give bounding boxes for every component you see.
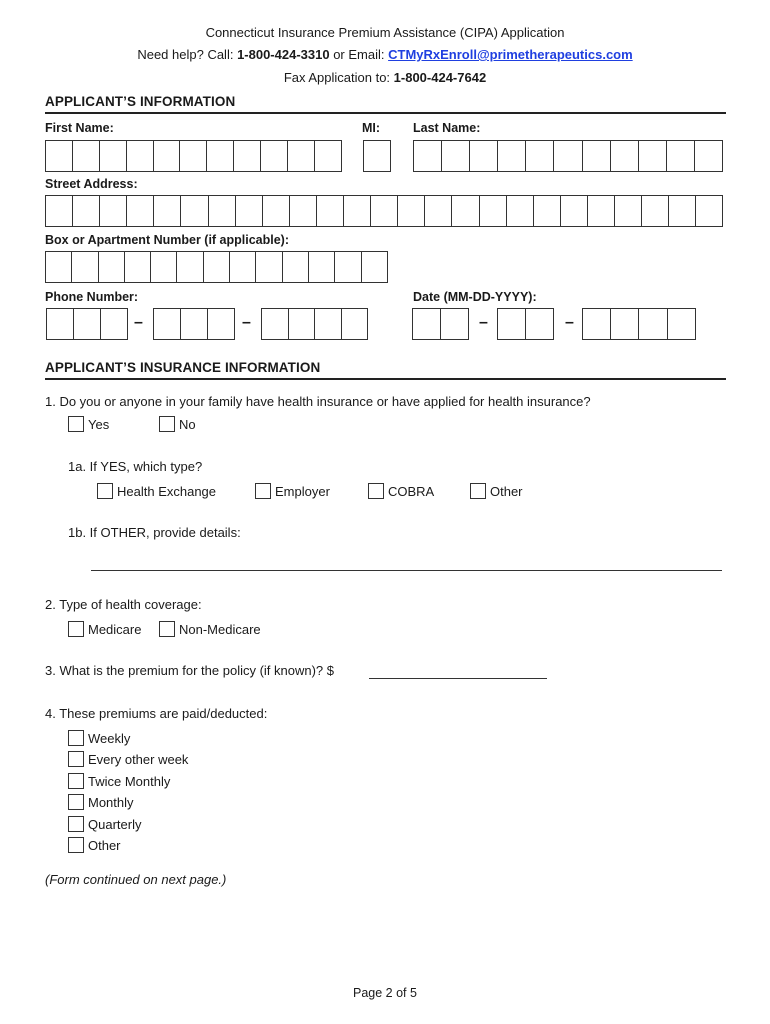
character-cell[interactable] xyxy=(314,308,341,340)
option-label: Health Exchange xyxy=(117,483,217,499)
first-name-field[interactable] xyxy=(45,140,342,172)
character-cell[interactable] xyxy=(587,195,614,227)
q4-quarterly-option[interactable] xyxy=(68,816,141,832)
first-name-label: First Name: xyxy=(45,121,114,135)
help-mid: or Email: xyxy=(329,47,389,62)
insurance-heading: APPLICANT’S INSURANCE INFORMATION xyxy=(45,360,321,375)
character-cell[interactable] xyxy=(255,251,281,283)
character-cell[interactable] xyxy=(72,195,99,227)
character-cell[interactable] xyxy=(560,195,587,227)
character-cell[interactable] xyxy=(610,140,638,172)
character-cell[interactable] xyxy=(533,195,560,227)
date-dash-1: – xyxy=(479,314,488,331)
character-cell[interactable] xyxy=(46,308,73,340)
character-cell[interactable] xyxy=(126,140,153,172)
character-cell[interactable] xyxy=(667,308,696,340)
character-cell[interactable] xyxy=(553,140,581,172)
character-cell[interactable] xyxy=(666,140,694,172)
character-cell[interactable] xyxy=(260,140,287,172)
character-cell[interactable] xyxy=(179,140,206,172)
q1a-cobra-option[interactable] xyxy=(368,483,434,499)
checkbox-icon[interactable] xyxy=(68,416,84,432)
mi-field[interactable] xyxy=(363,140,391,172)
checkbox-icon[interactable] xyxy=(255,483,271,499)
character-cell[interactable] xyxy=(370,195,397,227)
character-cell[interactable] xyxy=(582,140,610,172)
character-cell[interactable] xyxy=(98,251,124,283)
option-label: No xyxy=(179,416,196,432)
character-cell[interactable] xyxy=(45,251,71,283)
date-year-field[interactable] xyxy=(582,308,696,340)
option-label: Other xyxy=(490,483,523,499)
question-3: 3. What is the premium for the policy (if known)? $ xyxy=(45,663,335,678)
date-day-field[interactable] xyxy=(497,308,554,340)
character-cell[interactable] xyxy=(343,195,370,227)
last-name-label: Last Name: xyxy=(413,121,481,135)
character-cell[interactable] xyxy=(207,308,235,340)
applicant-heading: APPLICANT’S INFORMATION xyxy=(45,94,236,109)
option-label: Employer xyxy=(275,483,330,499)
character-cell[interactable] xyxy=(525,140,553,172)
character-cell[interactable] xyxy=(208,195,235,227)
page-number: Page 2 of 5 xyxy=(353,986,417,1000)
phone-label: Phone Number: xyxy=(45,290,139,304)
phone-line-field[interactable] xyxy=(261,308,368,340)
q1a-other-option[interactable] xyxy=(470,483,523,499)
q4-twice-monthly-option[interactable] xyxy=(68,773,170,789)
phone-area-code-field[interactable] xyxy=(46,308,128,340)
q4-weekly-option[interactable] xyxy=(68,730,130,746)
character-cell[interactable] xyxy=(72,140,99,172)
continued-note: (Form continued on next page.) xyxy=(45,872,227,887)
option-label: Yes xyxy=(88,416,110,432)
option-label: Monthly xyxy=(88,794,134,810)
character-cell[interactable] xyxy=(99,140,126,172)
checkbox-icon[interactable] xyxy=(68,816,84,832)
character-cell[interactable] xyxy=(203,251,229,283)
character-cell[interactable] xyxy=(288,308,315,340)
question-4: 4. These premiums are paid/deducted: xyxy=(45,706,268,721)
checkbox-icon[interactable] xyxy=(68,751,84,767)
checkbox-icon[interactable] xyxy=(68,730,84,746)
phone-dash-1: – xyxy=(134,314,143,331)
character-cell[interactable] xyxy=(506,195,533,227)
character-cell[interactable] xyxy=(233,140,260,172)
checkbox-icon[interactable] xyxy=(68,621,84,637)
date-month-field[interactable] xyxy=(412,308,469,340)
character-cell[interactable] xyxy=(180,195,207,227)
character-cell[interactable] xyxy=(126,195,153,227)
option-label: COBRA xyxy=(388,483,435,499)
q1a-health-exchange-option[interactable] xyxy=(97,483,216,499)
character-cell[interactable] xyxy=(412,308,440,340)
character-cell[interactable] xyxy=(479,195,506,227)
help-email-link[interactable]: CTMyRxEnroll@primetherapeutics.com xyxy=(388,47,633,62)
q4-monthly-option[interactable] xyxy=(68,794,134,810)
character-cell[interactable] xyxy=(235,195,262,227)
checkbox-icon[interactable] xyxy=(159,416,175,432)
help-line xyxy=(0,47,770,62)
question-1a: 1a. If YES, which type? xyxy=(68,459,203,474)
option-label: Every other week xyxy=(88,751,189,767)
character-cell[interactable] xyxy=(397,195,424,227)
q4-other-option[interactable] xyxy=(68,837,121,853)
character-cell[interactable] xyxy=(289,195,316,227)
character-cell[interactable] xyxy=(73,308,100,340)
character-cell[interactable] xyxy=(229,251,255,283)
apartment-label: Box or Apartment Number (if applicable): xyxy=(45,233,290,247)
q4-every-other-week-option[interactable] xyxy=(68,751,188,767)
date-label: Date (MM-DD-YYYY): xyxy=(413,290,537,304)
character-cell[interactable] xyxy=(363,140,391,172)
help-phone: 1-800-424-3310 xyxy=(237,47,330,62)
character-cell[interactable] xyxy=(314,140,342,172)
option-label: Twice Monthly xyxy=(88,773,171,789)
character-cell[interactable] xyxy=(308,251,334,283)
form-title: Connecticut Insurance Premium Assistance (CIPA) Application xyxy=(205,25,565,40)
premium-amount-field[interactable] xyxy=(369,678,547,679)
character-cell[interactable] xyxy=(153,140,180,172)
character-cell[interactable] xyxy=(341,308,369,340)
character-cell[interactable] xyxy=(413,140,441,172)
question-2: 2. Type of health coverage: xyxy=(45,597,202,612)
option-label: Weekly xyxy=(88,730,131,746)
character-cell[interactable] xyxy=(262,195,289,227)
section-divider xyxy=(45,112,726,114)
character-cell[interactable] xyxy=(150,251,176,283)
checkbox-icon[interactable] xyxy=(470,483,486,499)
character-cell[interactable] xyxy=(641,195,668,227)
character-cell[interactable] xyxy=(614,195,641,227)
character-cell[interactable] xyxy=(206,140,233,172)
character-cell[interactable] xyxy=(282,251,308,283)
question-1b: 1b. If OTHER, provide details: xyxy=(68,525,241,540)
option-label: Non-Medicare xyxy=(179,621,261,637)
option-label: Other xyxy=(88,837,121,853)
character-cell[interactable] xyxy=(99,195,126,227)
mi-label: MI: xyxy=(362,121,381,135)
character-cell[interactable] xyxy=(638,140,666,172)
checkbox-icon[interactable] xyxy=(68,837,84,853)
character-cell[interactable] xyxy=(638,308,666,340)
character-cell[interactable] xyxy=(153,195,180,227)
checkbox-icon[interactable] xyxy=(159,621,175,637)
option-label: Medicare xyxy=(88,621,142,637)
phone-prefix-field[interactable] xyxy=(153,308,235,340)
character-cell[interactable] xyxy=(668,195,695,227)
character-cell[interactable] xyxy=(176,251,202,283)
last-name-field[interactable] xyxy=(413,140,723,172)
apartment-field[interactable] xyxy=(45,251,388,283)
character-cell[interactable] xyxy=(469,140,497,172)
character-cell[interactable] xyxy=(695,195,723,227)
q1-no-option[interactable] xyxy=(159,416,196,432)
character-cell[interactable] xyxy=(71,251,97,283)
character-cell[interactable] xyxy=(287,140,314,172)
character-cell[interactable] xyxy=(100,308,128,340)
character-cell[interactable] xyxy=(610,308,638,340)
phone-dash-2: – xyxy=(242,314,251,331)
character-cell[interactable] xyxy=(316,195,343,227)
character-cell[interactable] xyxy=(451,195,478,227)
option-label: Quarterly xyxy=(88,816,142,832)
fax-line xyxy=(0,70,770,85)
checkbox-icon[interactable] xyxy=(68,794,84,810)
character-cell[interactable] xyxy=(180,308,207,340)
fax-number: 1-800-424-7642 xyxy=(393,70,487,85)
checkbox-icon[interactable] xyxy=(368,483,384,499)
street-address-label: Street Address: xyxy=(45,177,138,191)
character-cell[interactable] xyxy=(153,308,180,340)
q1-yes-option[interactable] xyxy=(68,416,109,432)
character-cell[interactable] xyxy=(361,251,388,283)
checkbox-icon[interactable] xyxy=(68,773,84,789)
character-cell[interactable] xyxy=(497,140,525,172)
character-cell[interactable] xyxy=(582,308,610,340)
checkbox-icon[interactable] xyxy=(97,483,113,499)
character-cell[interactable] xyxy=(525,308,554,340)
character-cell[interactable] xyxy=(334,251,360,283)
question-1: 1. Do you or anyone in your family have health insurance or have applied for health insurance? xyxy=(45,394,591,409)
q1a-employer-option[interactable] xyxy=(255,483,330,499)
character-cell[interactable] xyxy=(45,195,72,227)
other-details-field[interactable] xyxy=(91,570,722,571)
character-cell[interactable] xyxy=(424,195,451,227)
q2-medicare-option[interactable] xyxy=(68,621,141,637)
character-cell[interactable] xyxy=(261,308,288,340)
street-address-field[interactable] xyxy=(45,195,723,227)
q2-non-medicare-option[interactable] xyxy=(159,621,261,637)
character-cell[interactable] xyxy=(440,308,469,340)
character-cell[interactable] xyxy=(441,140,469,172)
fax-prefix: Fax Application to: xyxy=(283,70,394,85)
help-prefix: Need help? Call: xyxy=(137,47,238,62)
character-cell[interactable] xyxy=(694,140,723,172)
date-dash-2: – xyxy=(565,314,574,331)
character-cell[interactable] xyxy=(45,140,72,172)
section-divider xyxy=(45,378,726,380)
character-cell[interactable] xyxy=(497,308,525,340)
character-cell[interactable] xyxy=(124,251,150,283)
